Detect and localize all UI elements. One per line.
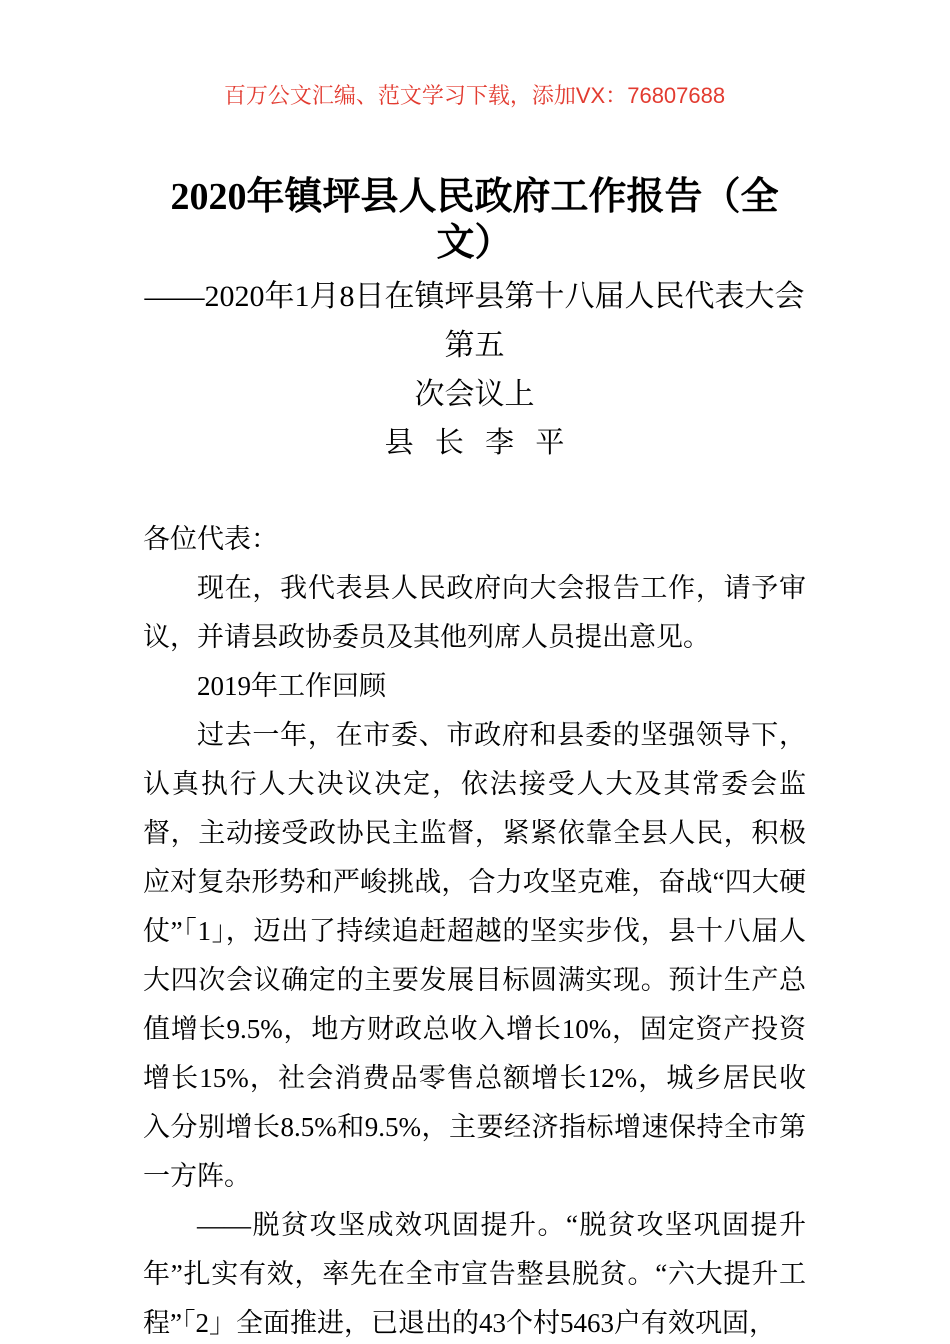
document-subtitle-line-2: 次会议上 [414,378,535,411]
paragraph-opening: 现在，我代表县人民政府向大会报告工作，请予审议，并请县政协委员及其他列席人员提出意见。 [143,573,806,652]
paragraph-poverty-alleviation: ——脱贫攻坚成效巩固提升。“脱贫攻坚巩固提升年”扎实有效，率先在全市宣告整县脱贫。“六大提升工程”「2」全面推进，已退出的43个村5463户有效巩固， [143,1210,806,1338]
author-signature: 县 长 李 平 [384,427,565,459]
document-subtitle [143,272,806,419]
document-body [143,515,806,1344]
paragraph-salutation: 各位代表： [143,524,278,554]
paragraph-review-overview: 过去一年，在市委、市政府和县委的坚强领导下，认真执行人大决议决定，依法接受人大及其常委会监督，主动接受政协民主监督，紧紧依靠全县人民，积极应对复杂形势和严峻挑战，合力攻坚克难，奋战“四大硬仗”「1」，迈出了持续追赶超越的坚实步伐，县十八届人大四次会议确定的主要发展目标圆满实现。预计生产总值增长9.5%，地方财政总收入增长10%，固定资产投资增长15%，社会消费品零售总额增长12%，城乡居民收入分别增长8.5%和9.5%，主要经济指标增速保持全市第一方阵。 [143,720,806,1191]
paragraph-year-review-heading: 2019年工作回顾 [197,671,386,701]
document-title: 2020年镇坪县人民政府工作报告（全文） [170,176,779,264]
promo-banner: 百万公文汇编、范文学习下载，添加VX：76807688 [223,83,726,108]
document-subtitle-line-1: ——2020年1月8日在镇坪县第十八届人民代表大会第五 [144,280,805,362]
